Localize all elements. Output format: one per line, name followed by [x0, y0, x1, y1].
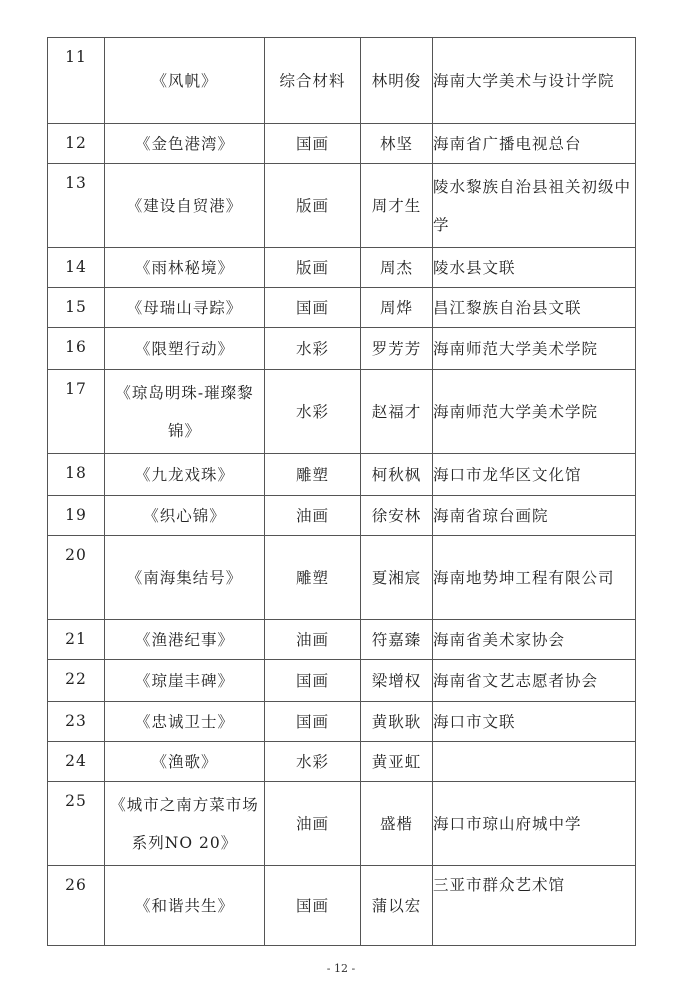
table-row	[48, 866, 636, 946]
work-category: 水彩	[265, 328, 361, 370]
author-name: 蒲以宏	[361, 866, 433, 946]
work-category: 水彩	[265, 742, 361, 782]
author-unit: 海南地势坤工程有限公司	[433, 536, 636, 620]
row-number: 24	[48, 742, 105, 782]
work-category: 油画	[265, 496, 361, 536]
author-unit: 海口市龙华区文化馆	[433, 454, 636, 496]
work-title: 《渔港纪事》	[105, 620, 265, 660]
author-unit: 海南省文艺志愿者协会	[433, 660, 636, 702]
row-number: 19	[48, 496, 105, 536]
author-unit	[433, 742, 636, 782]
work-title: 《琼岛明珠-璀璨黎锦》	[105, 370, 265, 454]
author-name: 柯秋枫	[361, 454, 433, 496]
author-name: 林明俊	[361, 38, 433, 124]
table-row	[48, 496, 636, 536]
work-category: 国画	[265, 288, 361, 328]
table-row	[48, 248, 636, 288]
author-name: 黄耿耿	[361, 702, 433, 742]
author-name: 周才生	[361, 164, 433, 248]
work-category: 雕塑	[265, 454, 361, 496]
row-number: 11	[48, 38, 105, 124]
work-category: 油画	[265, 620, 361, 660]
work-title: 《织心锦》	[105, 496, 265, 536]
work-category: 综合材料	[265, 38, 361, 124]
row-number: 22	[48, 660, 105, 702]
row-number: 14	[48, 248, 105, 288]
row-number: 15	[48, 288, 105, 328]
row-number: 26	[48, 866, 105, 946]
row-number: 23	[48, 702, 105, 742]
awards-table	[47, 37, 636, 946]
table-row	[48, 164, 636, 248]
table-row	[48, 536, 636, 620]
row-number: 25	[48, 782, 105, 866]
author-unit: 海口市琼山府城中学	[433, 782, 636, 866]
work-title: 《和谐共生》	[105, 866, 265, 946]
author-name: 黄亚虹	[361, 742, 433, 782]
author-name: 周烨	[361, 288, 433, 328]
row-number: 16	[48, 328, 105, 370]
row-number: 21	[48, 620, 105, 660]
author-unit: 海南师范大学美术学院	[433, 370, 636, 454]
author-unit: 昌江黎族自治县文联	[433, 288, 636, 328]
work-title: 《风帆》	[105, 38, 265, 124]
work-title: 《限塑行动》	[105, 328, 265, 370]
table-row	[48, 124, 636, 164]
author-name: 罗芳芳	[361, 328, 433, 370]
author-unit: 海口市文联	[433, 702, 636, 742]
author-name: 赵福才	[361, 370, 433, 454]
row-number: 12	[48, 124, 105, 164]
author-unit: 海南省琼台画院	[433, 496, 636, 536]
work-category: 雕塑	[265, 536, 361, 620]
table-row	[48, 288, 636, 328]
table-row	[48, 38, 636, 124]
author-name: 盛楷	[361, 782, 433, 866]
table-row	[48, 742, 636, 782]
table-row	[48, 702, 636, 742]
author-unit: 海南省美术家协会	[433, 620, 636, 660]
row-number: 13	[48, 164, 105, 248]
work-category: 版画	[265, 164, 361, 248]
work-title: 《金色港湾》	[105, 124, 265, 164]
author-name: 符嘉臻	[361, 620, 433, 660]
table-row	[48, 454, 636, 496]
table-row	[48, 328, 636, 370]
work-title: 《建设自贸港》	[105, 164, 265, 248]
work-title: 《雨林秘境》	[105, 248, 265, 288]
work-category: 国画	[265, 124, 361, 164]
author-unit: 海南大学美术与设计学院	[433, 38, 636, 124]
work-title: 《城市之南方菜市场系列NO 20》	[105, 782, 265, 866]
table-row	[48, 620, 636, 660]
author-name: 林坚	[361, 124, 433, 164]
author-unit: 陵水黎族自治县祖关初级中学	[433, 164, 636, 248]
author-name: 梁增权	[361, 660, 433, 702]
table-row	[48, 660, 636, 702]
row-number: 17	[48, 370, 105, 454]
author-name: 徐安林	[361, 496, 433, 536]
work-title: 《母瑞山寻踪》	[105, 288, 265, 328]
work-category: 国画	[265, 866, 361, 946]
row-number: 18	[48, 454, 105, 496]
work-category: 版画	[265, 248, 361, 288]
row-number: 20	[48, 536, 105, 620]
work-title: 《九龙戏珠》	[105, 454, 265, 496]
table-row	[48, 782, 636, 866]
work-category: 国画	[265, 660, 361, 702]
author-unit: 海南省广播电视总台	[433, 124, 636, 164]
author-name: 夏湘宸	[361, 536, 433, 620]
work-title: 《忠诚卫士》	[105, 702, 265, 742]
work-category: 油画	[265, 782, 361, 866]
work-title: 《渔歌》	[105, 742, 265, 782]
page-number: - 12 -	[326, 962, 356, 975]
author-name: 周杰	[361, 248, 433, 288]
author-unit: 三亚市群众艺术馆	[433, 866, 636, 946]
author-unit: 陵水县文联	[433, 248, 636, 288]
table-row	[48, 370, 636, 454]
work-title: 《琼崖丰碑》	[105, 660, 265, 702]
work-title: 《南海集结号》	[105, 536, 265, 620]
author-unit: 海南师范大学美术学院	[433, 328, 636, 370]
work-category: 水彩	[265, 370, 361, 454]
work-category: 国画	[265, 702, 361, 742]
